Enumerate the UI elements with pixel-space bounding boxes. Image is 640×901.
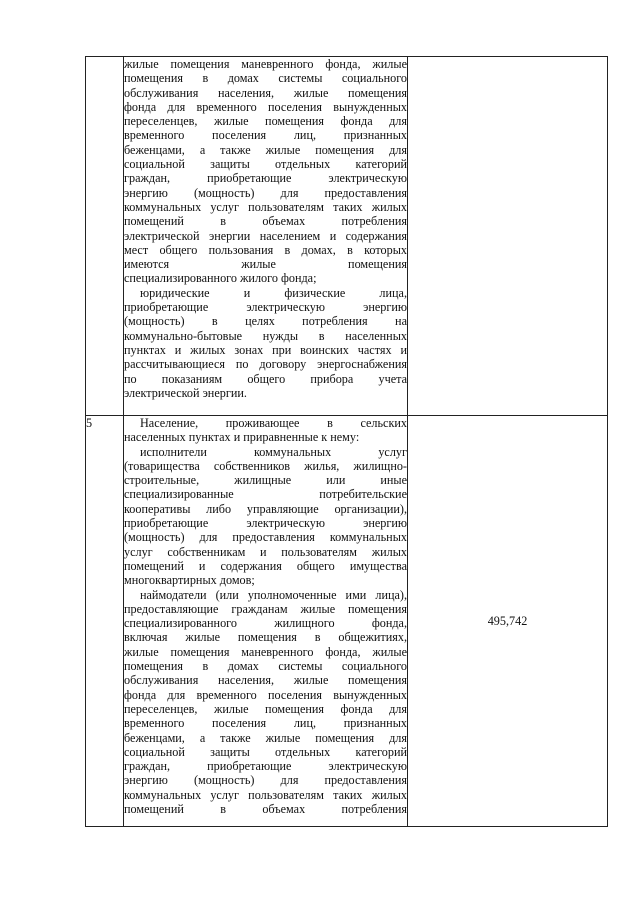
text-line: исполнители коммунальных услуг	[140, 444, 407, 459]
paragraph-legal-entities	[124, 286, 407, 400]
text-line: предоставляющие гражданам жилые помещения	[124, 601, 407, 616]
tariff-table	[85, 56, 608, 827]
paragraph-continued	[124, 57, 407, 286]
text-line: обслуживания населения, жилые помещения	[124, 85, 407, 100]
text-line: беженцами, а также жилые помещения для	[124, 730, 407, 745]
text-line: жилые помещения маневренного фонда, жилые	[124, 57, 407, 71]
text-line: помещений и содержания общего имущества	[124, 558, 407, 573]
text-line: коммунальных услуг пользователям таких жилых	[124, 787, 407, 802]
paragraph-utility-providers	[124, 445, 407, 588]
text-line: наймодатели (или уполномоченные ими лица),	[140, 587, 407, 602]
paragraph-landlords	[124, 588, 407, 817]
text-line: (товарищества собственников жилья, жилищно-	[124, 458, 407, 473]
text-line: многоквартирных домов;	[124, 573, 255, 588]
text-line: электрической энергии населением и содержания	[124, 228, 407, 243]
text-line: энергию (мощность) для предоставления	[124, 185, 407, 200]
table-row	[86, 57, 608, 416]
text-line: помещений в объемах потребления	[124, 214, 407, 229]
text-line: помещений в объемах потребления	[124, 802, 407, 817]
text-line: юридические и физические лица,	[140, 285, 407, 300]
text-line: по показаниям общего прибора учета	[124, 371, 407, 386]
text-line: социальной защиты отдельных категорий	[124, 744, 407, 759]
table-row	[86, 416, 608, 827]
row-description-cell	[124, 57, 408, 416]
text-line: специализированного жилищного фонда,	[124, 616, 407, 631]
text-line: (мощность) для предоставления коммунальных	[124, 530, 407, 545]
text-line: фонда для временного поселения вынужденных	[124, 687, 407, 702]
paragraph-heading	[124, 416, 407, 445]
text-line: фонда для временного поселения вынужденных	[124, 99, 407, 114]
text-line: имеются жилые помещения	[124, 257, 407, 272]
row-number-cell	[86, 57, 124, 416]
text-line: коммунальных услуг пользователям таких жилых	[124, 199, 407, 214]
text-line: временного поселения лиц, признанных	[124, 716, 407, 731]
row-value-cell	[408, 416, 608, 827]
text-line: граждан, приобретающие электрическую	[124, 759, 407, 774]
text-line: социальной защиты отдельных категорий	[124, 157, 407, 172]
text-line: услуг собственникам и пользователям жилых	[124, 544, 407, 559]
text-line: специализированные потребительские	[124, 487, 407, 502]
text-line: переселенцев, жилые помещения фонда для	[124, 701, 407, 716]
text-line: коммунально-бытовые нужды в населенных	[124, 328, 407, 343]
text-line: приобретающие электрическую энергию	[124, 300, 407, 315]
text-line: жилые помещения маневренного фонда, жилые	[124, 644, 407, 659]
row-number-cell	[86, 416, 124, 827]
text-line: Население, проживающее в сельских	[140, 416, 407, 430]
text-line: электрической энергии.	[124, 385, 247, 400]
tariff-value: 495,742	[487, 613, 528, 628]
row-number: 5	[86, 416, 93, 430]
text-line: специализированного жилого фонда;	[124, 271, 317, 286]
row-value-cell	[408, 57, 608, 416]
row-description-cell	[124, 416, 408, 827]
text-line: временного поселения лиц, признанных	[124, 128, 407, 143]
text-line: обслуживания населения, жилые помещения	[124, 673, 407, 688]
text-line: помещения в домах системы социального	[124, 71, 407, 86]
text-line: рассчитывающиеся по договору энергоснабжения	[124, 357, 407, 372]
text-line: граждан, приобретающие электрическую	[124, 171, 407, 186]
text-line: помещения в домах системы социального	[124, 659, 407, 674]
text-line: приобретающие электрическую энергию	[124, 516, 407, 531]
text-line: переселенцев, жилые помещения фонда для	[124, 114, 407, 129]
text-line: кооперативы либо управляющие организации),	[124, 501, 407, 516]
text-line: беженцами, а также жилые помещения для	[124, 142, 407, 157]
text-line: пунктах и жилых зонах при воинских частях и	[124, 342, 407, 357]
text-line: мест общего пользования в домах, в которых	[124, 242, 407, 257]
text-line: строительные, жилищные или иные	[124, 473, 407, 488]
text-line: (мощность) в целях потребления на	[124, 314, 407, 329]
text-line: включая жилые помещения в общежитиях,	[124, 630, 407, 645]
text-line: населенных пунктах и приравненные к нему:	[124, 430, 360, 445]
text-line: энергию (мощность) для предоставления	[124, 773, 407, 788]
